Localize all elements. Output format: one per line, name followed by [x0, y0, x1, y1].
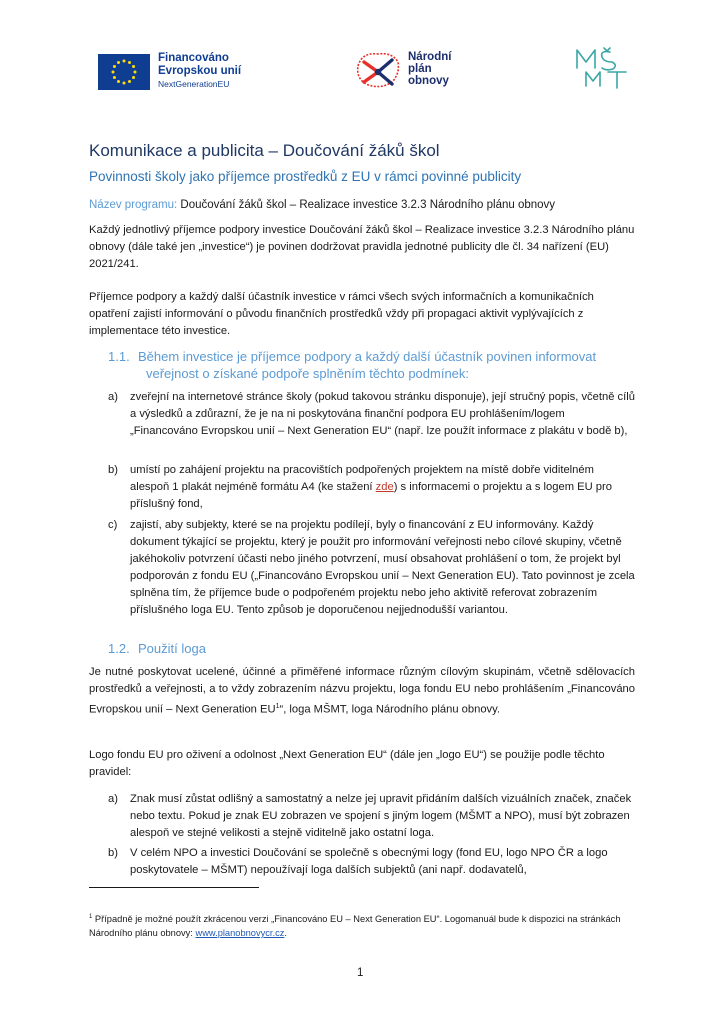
- paragraph-intro: Každý jednotlivý příjemce podpory investice Doučování žáků škol – Realizace investice 3.2.3 Národního plánu obnovy (dále také jen „investice“) je povinen dodržovat pravidla jednotné publicity dle čl. 34 nařízení (EU) 2021/241.: [89, 224, 635, 270]
- eu-logo-text: Financováno Evropskou unií NextGenerationEU: [158, 52, 242, 89]
- msmt-monogram-icon: [574, 46, 628, 90]
- npo-logo: [352, 46, 451, 92]
- paragraph-logo-rules: Logo fondu EU pro oživení a odolnost „Next Generation EU“ (dále jen „logo EU“) se použije podle těchto pravidel:: [89, 749, 605, 778]
- list-item: c) zajistí, aby subjekty, které se na projektu podílejí, byly o financování z EU informovány. Každý dokument týkající se projektu, který je použit pro informování veřejnosti nebo cílové skupiny, včetně jakéhokoliv potvrzení účasti nebo jiného potvrzení, musí obsahovat prohlášení o tom, že projekt byl podporován z fondu EU („Financováno Evropskou unií – Next Generation EU). Tato povinnost je zcela splněna tím, že příjemce bude o podpořeném projektu nebo jeho aktivitě referovat zobrazením příslušného loga EU. Tento způsob je doporučenou nejjednodušší variantou.: [108, 519, 635, 616]
- page-number: 1: [357, 967, 364, 979]
- download-poster-link[interactable]: zde: [375, 481, 394, 493]
- eu-star-icon: [132, 76, 135, 79]
- list-item: a) zveřejní na internetové stránce školy (pokud takovou stránku disponuje), její stručný popis, včetně cílů a výsledků a zdůrazní, že je na ni poskytována finanční podpora EU prohlášením/logem „Financováno Evropskou unií – Next Generation EU“ (např. lze použít informace z plakátu v bodě b),: [108, 391, 635, 437]
- document-title: Komunikace a publicita – Doučování žáků škol: [89, 141, 440, 160]
- eu-star-icon: [113, 65, 116, 68]
- eu-star-icon: [117, 60, 120, 63]
- eu-star-icon: [128, 80, 131, 83]
- paragraph-recipient: Příjemce podpory a každý další účastník investice v rámci všech svých informačních a komunikačních opatření zajistí informování o původu finančních prostředků vždy při propagaci aktivit vyplývajících z implementace této investice.: [89, 291, 594, 337]
- eu-funding-logo: [98, 52, 241, 91]
- footnote: $^1$ Případně je možné použít zkrácenou verzi „Financováno EU – Next Generation EU“. Logomanuál bude k dispozici na stránkách Národního plánu obnovy: www.planobnovycr.cz.: [89, 914, 621, 939]
- eu-star-icon: [134, 70, 137, 73]
- eu-star-icon: [128, 60, 131, 63]
- eu-star-icon: [132, 65, 135, 68]
- list-item: b) V celém NPO a investici Doučování se společně s obecnými logy (fond EU, logo NPO ČR a logo poskytovatele – MŠMT) nepoužívají loga dalších subjektů (ani např. dodavatelů,: [108, 847, 608, 876]
- npo-mark-icon: [352, 46, 402, 92]
- eu-star-icon: [112, 70, 115, 73]
- document-subtitle: Povinnosti školy jako příjemce prostředků z EU v rámci povinné publicity: [89, 169, 522, 184]
- eu-star-icon: [123, 81, 126, 84]
- program-name: [89, 199, 555, 211]
- section-1-2-heading: 1.2. Použití loga: [108, 641, 206, 656]
- program-label: Název programu:: [89, 199, 178, 211]
- eu-star-icon: [123, 59, 126, 62]
- paragraph-logo-usage: Je nutné poskytovat ucelené, účinné a přiměřené informace různým cílovým skupinám, včetně sdělovacích prostředků a veřejnosti, a to vždy zobrazením názvu projektu, loga fondu EU nebo prohlášením „Financováno Evropskou unií – Next Generation $EU^1“$, loga MŠMT, loga Národního plánu obnovy.: [89, 666, 635, 716]
- eu-star-icon: [113, 76, 116, 79]
- footnote-divider: [89, 887, 259, 888]
- section-1-1-heading: 1.1. Během investice je příjemce podpory a každý další účastník povinen informovat veřejnost o získané podpoře splněním těchto podmínek:: [108, 349, 597, 381]
- msmt-logo: [574, 46, 628, 90]
- planobnovy-link[interactable]: www.planobnovycr.cz: [195, 928, 285, 939]
- list-item: b) umístí po zahájení projektu na pracovištích podpořených projektem na místě dobře viditelném alespoň 1 plakát nejméně formátu A4 (ke stažení zde) s informacemi o projektu a s logem EU pro příslušný fond,: [108, 464, 612, 510]
- npo-logo-text: Národní plán obnovy: [408, 51, 452, 87]
- eu-flag-icon: [98, 54, 150, 90]
- program-value: Doučování žáků škol – Realizace investice 3.2.3 Národního plánu obnovy: [180, 199, 556, 211]
- eu-star-icon: [117, 80, 120, 83]
- list-item: a) Znak musí zůstat odlišný a samostatný a nelze jej upravit přidáním dalších vizuálních značek, značek nebo textu. Pokud je znak EU zobrazen ve spojení s jiným logem (MŠMT a NPO), musí být zobrazen alespoň ve stejné velikosti a stejně viditelně jako ostatní loga.: [108, 793, 632, 839]
